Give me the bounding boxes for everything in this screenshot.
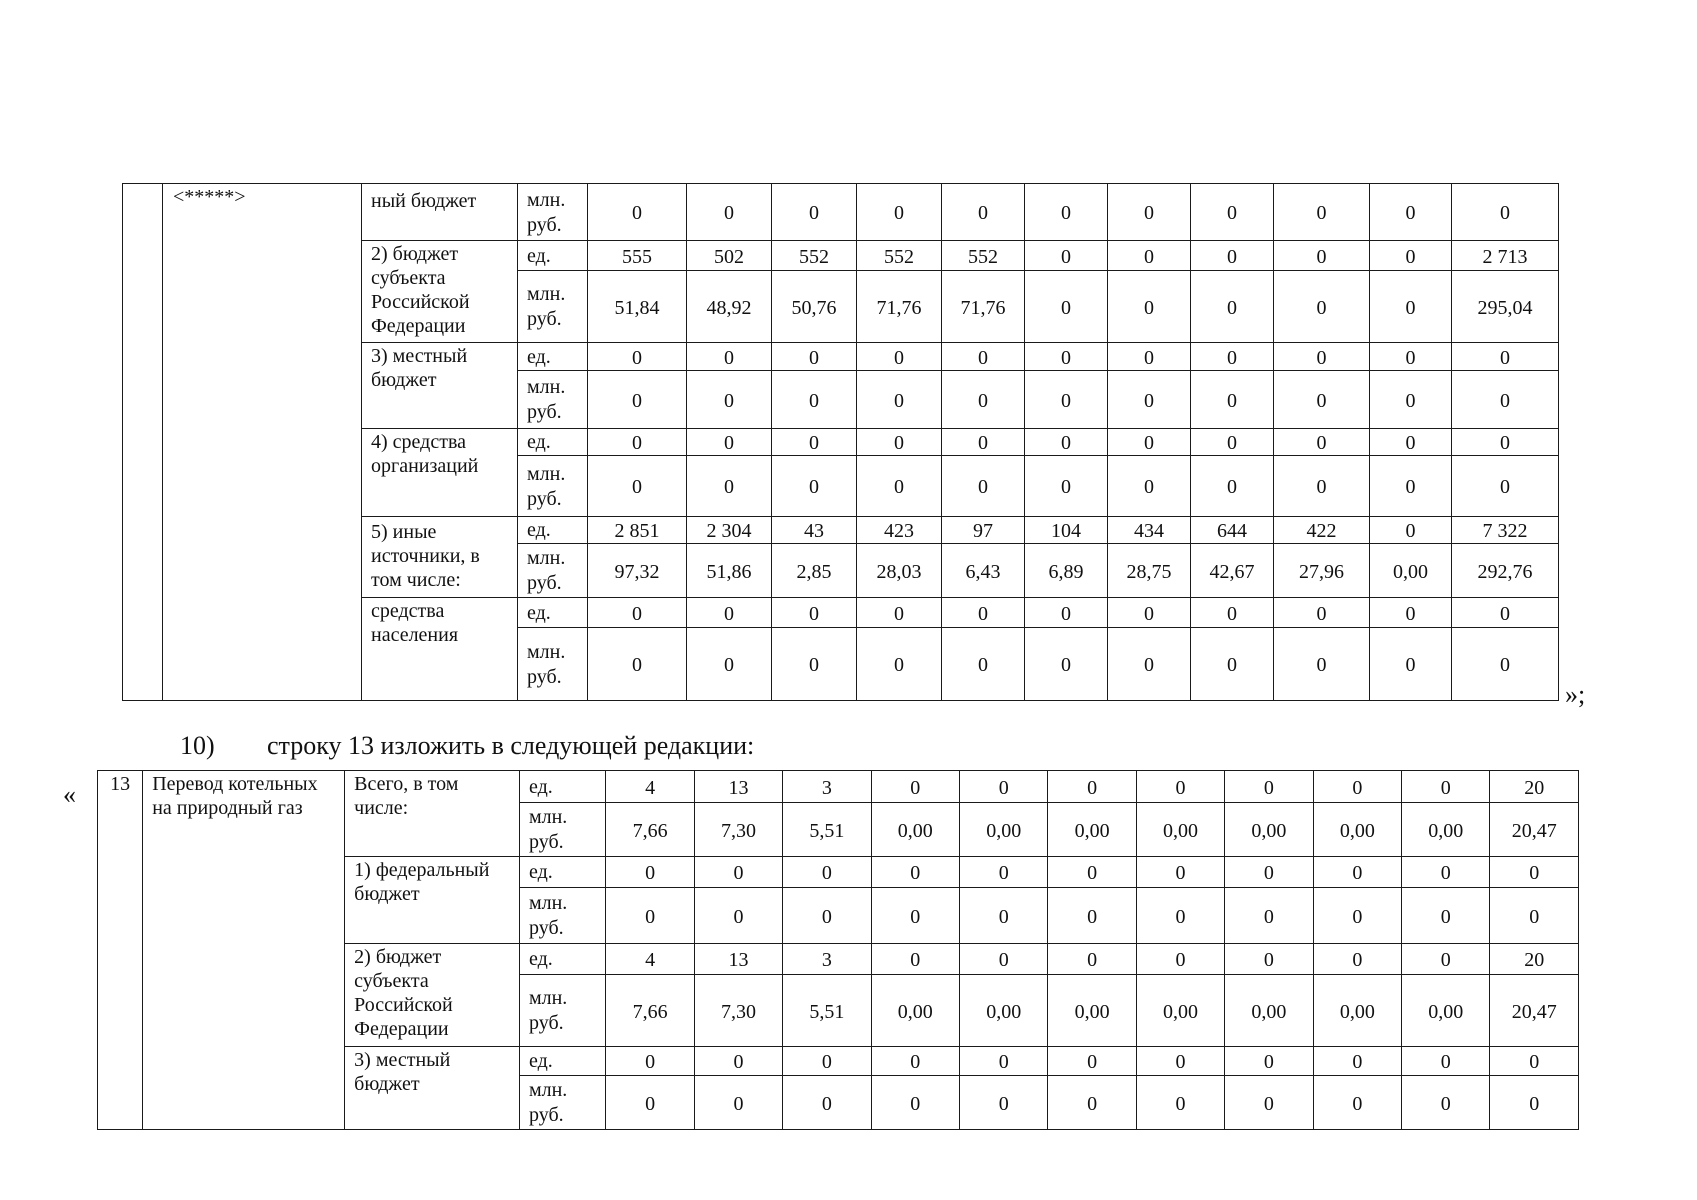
source-label: ный бюджет <box>362 184 518 241</box>
value-cell: 0 <box>772 628 857 701</box>
value-cell: 0 <box>942 598 1025 628</box>
value-cell: 434 <box>1108 517 1191 544</box>
amendment-number: 10) <box>180 731 215 760</box>
total-cell: 295,04 <box>1452 271 1559 343</box>
value-cell: 0 <box>857 628 942 701</box>
value-cell: 0 <box>1402 944 1490 975</box>
value-cell: 2 304 <box>687 517 772 544</box>
value-cell: 13 <box>694 944 782 975</box>
value-cell: 71,76 <box>942 271 1025 343</box>
value-cell: 0 <box>1136 1076 1224 1130</box>
total-cell: 0 <box>1452 456 1559 517</box>
value-cell: 0 <box>1136 771 1224 803</box>
value-cell: 0 <box>1402 888 1490 944</box>
value-cell: 0 <box>1191 429 1274 456</box>
value-cell: 0 <box>783 1076 871 1130</box>
value-cell: 0 <box>1370 628 1452 701</box>
value-cell: 0 <box>1025 184 1108 241</box>
unit-cell: млн. руб. <box>519 975 605 1047</box>
value-cell: 0 <box>960 888 1048 944</box>
value-cell: 0 <box>857 371 942 429</box>
value-cell: 0 <box>1108 241 1191 271</box>
value-cell: 0 <box>1313 857 1401 888</box>
value-cell: 0,00 <box>1048 975 1136 1047</box>
value-cell: 0,00 <box>871 803 959 857</box>
value-cell: 0 <box>1313 944 1401 975</box>
value-cell: 0 <box>783 1047 871 1076</box>
amendment-heading: строку 13 изложить в следующей редакции: <box>267 731 755 760</box>
value-cell: 5,51 <box>783 975 871 1047</box>
funding-table-continued <box>122 183 1559 701</box>
value-cell: 0 <box>1108 271 1191 343</box>
value-cell: 0,00 <box>1402 975 1490 1047</box>
value-cell: 0 <box>942 343 1025 371</box>
value-cell: 51,84 <box>588 271 687 343</box>
value-cell: 0 <box>1025 456 1108 517</box>
value-cell: 423 <box>857 517 942 544</box>
value-cell: 0 <box>772 429 857 456</box>
value-cell: 0 <box>606 888 694 944</box>
value-cell: 0 <box>1025 628 1108 701</box>
value-cell: 27,96 <box>1274 544 1370 598</box>
unit-cell: млн. руб. <box>519 803 605 857</box>
value-cell: 0 <box>588 429 687 456</box>
value-cell: 0 <box>1136 857 1224 888</box>
value-cell: 0 <box>694 1076 782 1130</box>
value-cell: 0 <box>857 343 942 371</box>
unit-cell: млн. руб. <box>519 888 605 944</box>
source-label: 3) местный бюджет <box>345 1047 520 1130</box>
value-cell: 0 <box>1370 241 1452 271</box>
value-cell: 0 <box>1191 598 1274 628</box>
value-cell: 0 <box>1274 184 1370 241</box>
value-cell: 0,00 <box>1048 803 1136 857</box>
value-cell: 0 <box>960 1076 1048 1130</box>
value-cell: 0 <box>1313 888 1401 944</box>
value-cell: 104 <box>1025 517 1108 544</box>
unit-cell: ед. <box>518 598 588 628</box>
unit-cell: млн. руб. <box>518 456 588 517</box>
value-cell: 0 <box>588 598 687 628</box>
value-cell: 422 <box>1274 517 1370 544</box>
unit-cell: млн. руб. <box>518 628 588 701</box>
value-cell: 71,76 <box>857 271 942 343</box>
value-cell: 0 <box>1225 1076 1313 1130</box>
value-cell: 0 <box>1108 371 1191 429</box>
value-cell: 0 <box>687 184 772 241</box>
value-cell: 0 <box>588 184 687 241</box>
value-cell: 50,76 <box>772 271 857 343</box>
value-cell: 0 <box>1370 184 1452 241</box>
unit-cell: ед. <box>519 944 605 975</box>
value-cell: 7,30 <box>694 803 782 857</box>
value-cell: 0 <box>960 857 1048 888</box>
value-cell: 0 <box>1048 857 1136 888</box>
source-label: 2) бюджет субъекта Российской Федерации <box>362 241 518 343</box>
value-cell: 0 <box>1274 241 1370 271</box>
value-cell: 0 <box>1274 371 1370 429</box>
unit-cell: ед. <box>519 1047 605 1076</box>
value-cell: 0,00 <box>1370 544 1452 598</box>
value-cell: 0 <box>1274 429 1370 456</box>
value-cell: 0 <box>1225 1047 1313 1076</box>
value-cell: 0 <box>1313 1076 1401 1130</box>
value-cell: 0 <box>1370 517 1452 544</box>
value-cell: 644 <box>1191 517 1274 544</box>
value-cell: 0 <box>687 598 772 628</box>
value-cell: 0 <box>1048 1047 1136 1076</box>
value-cell: 0 <box>1025 598 1108 628</box>
value-cell: 0 <box>1225 857 1313 888</box>
value-cell: 0 <box>1402 771 1490 803</box>
total-cell: 0 <box>1452 598 1559 628</box>
value-cell: 0 <box>1025 271 1108 343</box>
value-cell: 0 <box>1370 343 1452 371</box>
value-cell: 0 <box>942 184 1025 241</box>
value-cell: 0,00 <box>1313 975 1401 1047</box>
value-cell: 0 <box>1048 944 1136 975</box>
value-cell: 0 <box>1108 429 1191 456</box>
value-cell: 0 <box>1048 888 1136 944</box>
value-cell: 0 <box>871 1076 959 1130</box>
value-cell: 42,67 <box>1191 544 1274 598</box>
value-cell: 0 <box>1108 343 1191 371</box>
value-cell: 552 <box>772 241 857 271</box>
value-cell: 552 <box>942 241 1025 271</box>
closing-quote: »; <box>1565 680 1586 709</box>
value-cell: 0 <box>1025 371 1108 429</box>
value-cell: 0 <box>857 184 942 241</box>
total-cell: 20,47 <box>1490 803 1579 857</box>
unit-cell: млн. руб. <box>518 184 588 241</box>
value-cell: 0 <box>606 857 694 888</box>
value-cell: 0 <box>960 771 1048 803</box>
value-cell: 0 <box>1191 184 1274 241</box>
value-cell: 0 <box>1402 857 1490 888</box>
value-cell: 0 <box>1370 371 1452 429</box>
value-cell: 0 <box>1048 771 1136 803</box>
value-cell: 13 <box>694 771 782 803</box>
value-cell: 0 <box>783 857 871 888</box>
total-cell: 0 <box>1452 184 1559 241</box>
value-cell: 0 <box>1274 271 1370 343</box>
value-cell: 0 <box>1025 241 1108 271</box>
value-cell: 0 <box>772 371 857 429</box>
value-cell: 97,32 <box>588 544 687 598</box>
value-cell: 0 <box>772 456 857 517</box>
value-cell: 0 <box>1370 271 1452 343</box>
activity-title: Перевод котельных на природный газ <box>143 771 345 1130</box>
value-cell: 0 <box>1402 1047 1490 1076</box>
value-cell: 0 <box>588 456 687 517</box>
unit-cell: млн. руб. <box>519 1076 605 1130</box>
source-label: 2) бюджет субъекта Российской Федерации <box>345 944 520 1047</box>
value-cell: 0 <box>687 371 772 429</box>
unit-cell: ед. <box>518 517 588 544</box>
value-cell: 4 <box>606 944 694 975</box>
value-cell: 2,85 <box>772 544 857 598</box>
unit-cell: ед. <box>518 343 588 371</box>
total-cell: 2 713 <box>1452 241 1559 271</box>
value-cell: 0 <box>772 598 857 628</box>
value-cell: 552 <box>857 241 942 271</box>
value-cell: 0 <box>1108 456 1191 517</box>
value-cell: 0 <box>871 771 959 803</box>
value-cell: 51,86 <box>687 544 772 598</box>
value-cell: 0 <box>687 628 772 701</box>
source-label: 3) местный бюджет <box>362 343 518 429</box>
value-cell: 0 <box>1274 598 1370 628</box>
value-cell: 0 <box>606 1047 694 1076</box>
value-cell: 0 <box>1191 456 1274 517</box>
value-cell: 0 <box>1191 241 1274 271</box>
value-cell: 97 <box>942 517 1025 544</box>
value-cell: 0 <box>1108 598 1191 628</box>
total-cell: 0 <box>1490 888 1579 944</box>
value-cell: 0 <box>588 343 687 371</box>
value-cell: 48,92 <box>687 271 772 343</box>
value-cell: 0 <box>687 343 772 371</box>
value-cell: 0 <box>783 888 871 944</box>
value-cell: 0 <box>1274 343 1370 371</box>
source-label: Всего, в том числе: <box>345 771 520 857</box>
total-cell: 0 <box>1452 371 1559 429</box>
value-cell: 0 <box>1274 628 1370 701</box>
value-cell: 0 <box>687 429 772 456</box>
activity-marker: <*****> <box>163 184 362 701</box>
value-cell: 0 <box>1108 628 1191 701</box>
value-cell: 43 <box>772 517 857 544</box>
unit-cell: ед. <box>518 429 588 456</box>
value-cell: 0 <box>1191 343 1274 371</box>
value-cell: 0,00 <box>1225 803 1313 857</box>
value-cell: 0 <box>1313 1047 1401 1076</box>
value-cell: 0 <box>1136 1047 1224 1076</box>
value-cell: 0,00 <box>871 975 959 1047</box>
funding-table-row-13 <box>97 770 1579 1130</box>
value-cell: 7,66 <box>606 803 694 857</box>
source-label: средства населения <box>362 598 518 701</box>
unit-cell: ед. <box>519 771 605 803</box>
value-cell: 2 851 <box>588 517 687 544</box>
value-cell: 0 <box>1048 1076 1136 1130</box>
value-cell: 28,03 <box>857 544 942 598</box>
value-cell: 0 <box>857 429 942 456</box>
unit-cell: млн. руб. <box>518 544 588 598</box>
value-cell: 0 <box>606 1076 694 1130</box>
value-cell: 0 <box>857 456 942 517</box>
value-cell: 0 <box>1370 429 1452 456</box>
value-cell: 0 <box>1402 1076 1490 1130</box>
value-cell: 0 <box>1025 343 1108 371</box>
value-cell: 0 <box>772 343 857 371</box>
value-cell: 0 <box>960 944 1048 975</box>
total-cell: 0 <box>1490 1076 1579 1130</box>
value-cell: 0 <box>871 888 959 944</box>
value-cell: 0 <box>588 371 687 429</box>
value-cell: 7,30 <box>694 975 782 1047</box>
value-cell: 3 <box>783 771 871 803</box>
total-cell: 0 <box>1452 343 1559 371</box>
value-cell: 0,00 <box>1136 975 1224 1047</box>
value-cell: 6,89 <box>1025 544 1108 598</box>
value-cell: 0 <box>960 1047 1048 1076</box>
value-cell: 0 <box>871 857 959 888</box>
total-cell: 20,47 <box>1490 975 1579 1047</box>
total-cell: 7 322 <box>1452 517 1559 544</box>
value-cell: 0 <box>1274 456 1370 517</box>
value-cell: 0 <box>1225 771 1313 803</box>
value-cell: 0 <box>1191 628 1274 701</box>
unit-cell: млн. руб. <box>518 271 588 343</box>
row-number-cell <box>123 184 163 701</box>
total-cell: 0 <box>1452 429 1559 456</box>
value-cell: 0 <box>772 184 857 241</box>
value-cell: 0 <box>1370 598 1452 628</box>
value-cell: 0 <box>687 456 772 517</box>
value-cell: 0 <box>694 1047 782 1076</box>
value-cell: 0 <box>1191 371 1274 429</box>
total-cell: 292,76 <box>1452 544 1559 598</box>
value-cell: 0 <box>588 628 687 701</box>
value-cell: 0 <box>871 1047 959 1076</box>
value-cell: 0 <box>1225 944 1313 975</box>
total-cell: 20 <box>1490 771 1579 803</box>
unit-cell: млн. руб. <box>518 371 588 429</box>
value-cell: 0,00 <box>1136 803 1224 857</box>
value-cell: 0 <box>942 628 1025 701</box>
value-cell: 0,00 <box>960 975 1048 1047</box>
value-cell: 3 <box>783 944 871 975</box>
source-label: 4) средства организаций <box>362 429 518 517</box>
value-cell: 4 <box>606 771 694 803</box>
total-cell: 0 <box>1490 1047 1579 1076</box>
value-cell: 0 <box>1370 456 1452 517</box>
total-cell: 20 <box>1490 944 1579 975</box>
value-cell: 0 <box>942 371 1025 429</box>
value-cell: 0 <box>694 888 782 944</box>
value-cell: 7,66 <box>606 975 694 1047</box>
value-cell: 0 <box>694 857 782 888</box>
value-cell: 28,75 <box>1108 544 1191 598</box>
value-cell: 0,00 <box>1313 803 1401 857</box>
total-cell: 0 <box>1490 857 1579 888</box>
value-cell: 0 <box>1136 944 1224 975</box>
value-cell: 0,00 <box>1402 803 1490 857</box>
value-cell: 555 <box>588 241 687 271</box>
value-cell: 0 <box>942 456 1025 517</box>
value-cell: 0 <box>871 944 959 975</box>
unit-cell: ед. <box>519 857 605 888</box>
value-cell: 0,00 <box>960 803 1048 857</box>
value-cell: 0 <box>1313 771 1401 803</box>
value-cell: 6,43 <box>942 544 1025 598</box>
unit-cell: ед. <box>518 241 588 271</box>
value-cell: 5,51 <box>783 803 871 857</box>
value-cell: 502 <box>687 241 772 271</box>
value-cell: 0 <box>1136 888 1224 944</box>
value-cell: 0 <box>1225 888 1313 944</box>
row-number: 13 <box>98 771 143 1130</box>
opening-quote: « <box>63 780 76 809</box>
value-cell: 0,00 <box>1225 975 1313 1047</box>
value-cell: 0 <box>1025 429 1108 456</box>
value-cell: 0 <box>1191 271 1274 343</box>
value-cell: 0 <box>1108 184 1191 241</box>
source-label: 5) иные источники, в том числе: <box>362 517 518 598</box>
total-cell: 0 <box>1452 628 1559 701</box>
value-cell: 0 <box>942 429 1025 456</box>
source-label: 1) федеральный бюджет <box>345 857 520 944</box>
value-cell: 0 <box>857 598 942 628</box>
